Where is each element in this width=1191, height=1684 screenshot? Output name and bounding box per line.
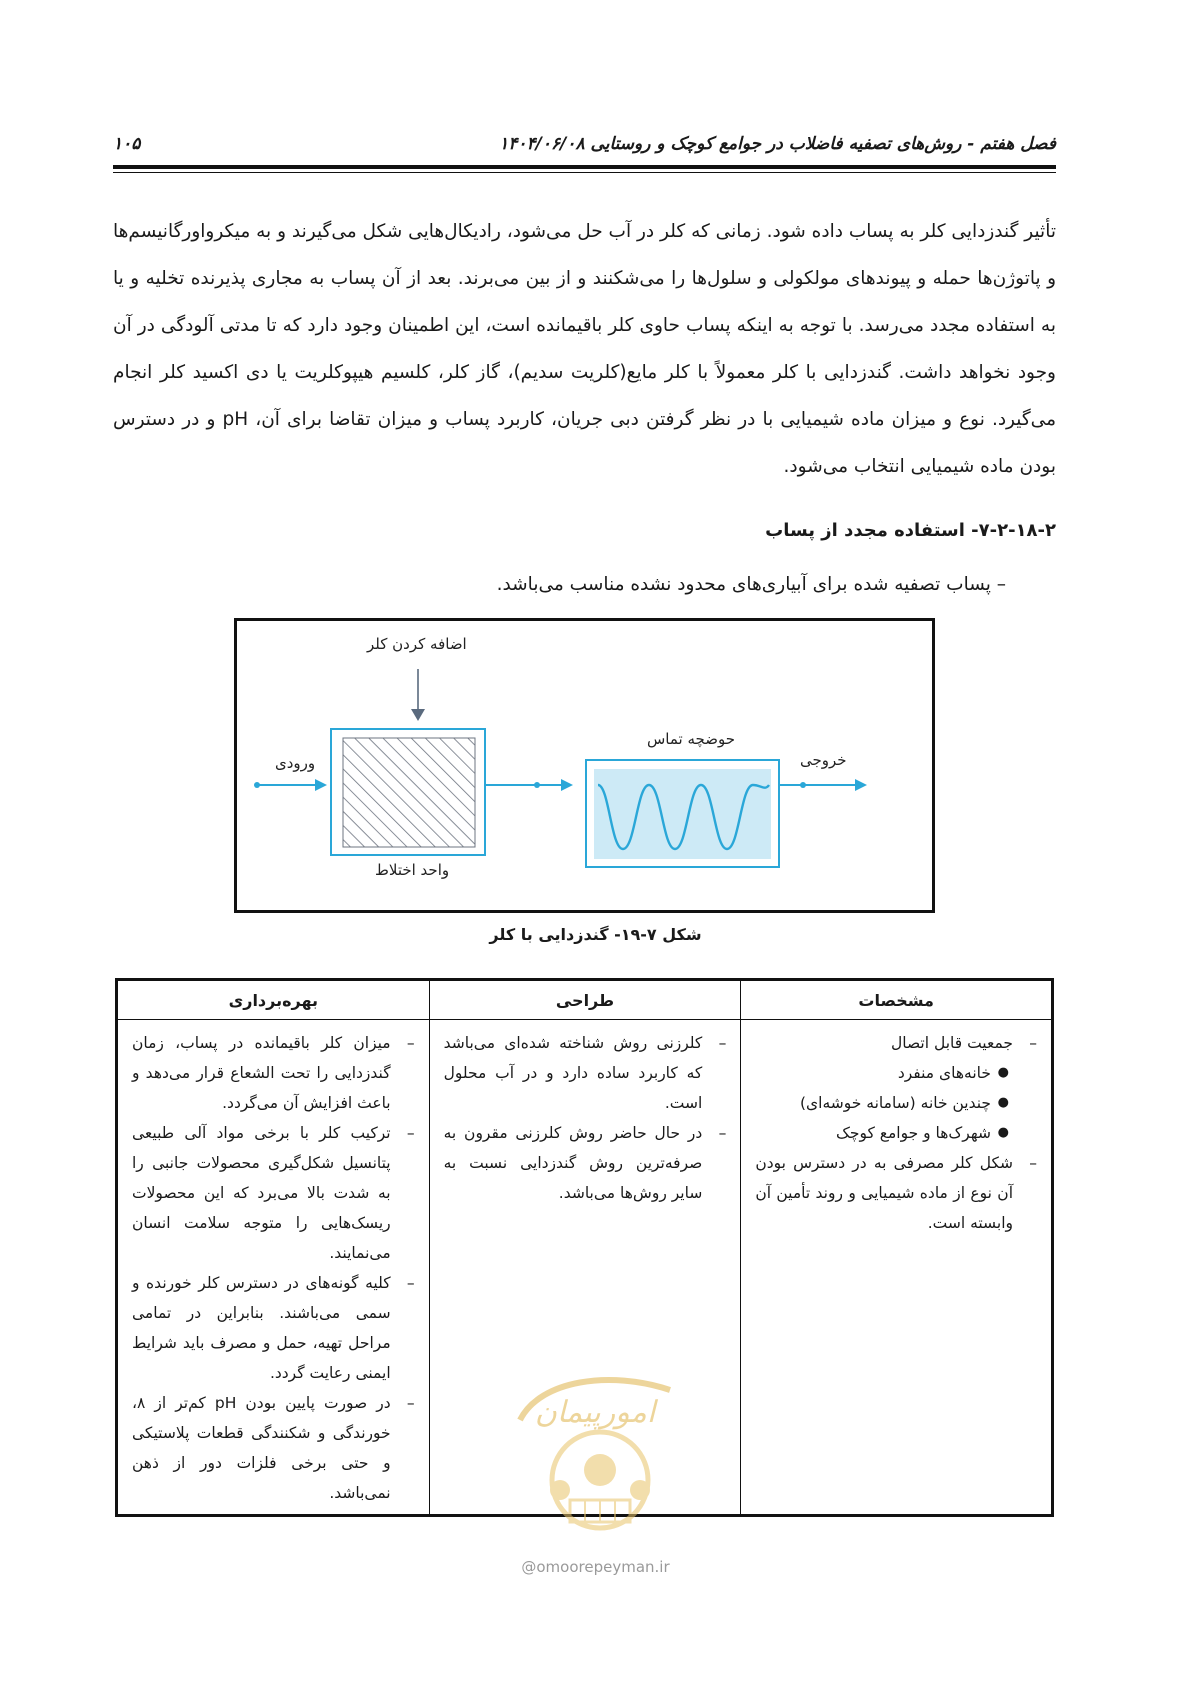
mixing-unit-hatch — [343, 738, 475, 847]
header-rule-thick — [113, 165, 1056, 169]
figure-frame — [234, 618, 935, 913]
svg-text:امورپیمان: امورپیمان — [534, 1395, 656, 1430]
page-number: ۱۰۵ — [113, 134, 141, 154]
chlorine-arrow-head — [411, 709, 425, 721]
watermark-logo — [500, 1360, 700, 1550]
body-paragraph: تأثیر گندزدایی کلر به پساب داده شود. زمانی که کلر در آب حل می‌شود، رادیکال‌هایی شکل می‌گیرند و به میکرواورگانیسم‌ها و پاتوژن‌ها حمله و پیوندهای مولکولی و سلول‌ها را می‌شکنند و از بین می‌برند. بعد از آن پساب به مجاری پذیرنده تخلیه و یا به استفاده مجدد می‌رسد. با توجه به اینکه پساب حاوی کلر باقیمانده است، این اطمینان وجود دارد که تا مدتی آلودگی در آن وجود نخواهد داشت. گندزدایی با کلر معمولاً با کلر مایع(کلریت سدیم)، گاز کلر، کلسیم هیپوکلریت یا دی اکسید کلر انجام می‌گیرد. نوع و میزان ماده شیمیایی با در نظر گرفتن دبی جریان، کاربرد پساب و میزان تقاضا برای آن، pH و در دسترس بودن ماده شیمیایی انتخاب می‌شود. — [113, 221, 1056, 477]
header-specs: مشخصات — [741, 980, 1053, 1020]
watermark-site: @omoorepeyman.ir — [521, 1558, 670, 1576]
sub-list-item: ● چندین خانه (سامانه خوشه‌ای) — [800, 1094, 1009, 1112]
list-item: – میزان کلر باقیمانده در پساب، زمان گندزدایی را تحت الشعاع قرار می‌دهد و باعث افزایش آن می‌گردد. — [132, 1034, 415, 1112]
bullet-item: – پساب تصفیه شده برای آبیاری‌های محدود نشده مناسب می‌باشد. — [496, 574, 1006, 595]
outlet-arrow-head — [855, 779, 867, 791]
label-contact-tank: حوضچه تماس — [647, 730, 735, 748]
label-outlet: خروجی — [800, 751, 847, 769]
list-item: – در حال حاضر روش کلرزنی مقرون به صرفه‌ترین روش گندزدایی نسبت به سایر روش‌ها می‌باشد. — [443, 1124, 727, 1202]
header-design: طراحی — [429, 980, 741, 1020]
list-item: – ترکیب کلر با برخی مواد آلی طبیعی پتانسیل شکل‌گیری محصولات جانبی را به شدت بالا می‌برد که این محصولات ریسک‌هایی را متوجه سلامت انسان می‌نمایند. — [132, 1124, 415, 1262]
specs-cell — [741, 1020, 1053, 1516]
inlet-arrow-head — [315, 779, 327, 791]
page-header — [113, 128, 1056, 168]
list-item: – جمعیت قابل اتصال — [890, 1034, 1037, 1052]
contact-tank-fill — [594, 769, 771, 859]
list-item: – شکل کلر مصرفی به در دسترس بودن آن نوع از ماده شیمیایی و روند تأمین آن وابسته است. — [755, 1154, 1037, 1232]
list-item: – کلرزنی روش شناخته شده‌ای می‌باشد که کاربرد ساده دارد و در آب محلول است. — [443, 1034, 727, 1112]
label-inlet: ورودی — [275, 754, 316, 772]
header-rule-thin — [113, 172, 1056, 173]
connector-dot — [534, 782, 540, 788]
figure-caption: شکل ۷-۱۹- گندزدایی با کلر — [489, 925, 702, 944]
label-chlorine: اضافه کردن کلر — [367, 635, 467, 653]
sub-list-item: ● شهرک‌ها و جوامع کوچک — [835, 1124, 1009, 1142]
outlet-dot — [800, 782, 806, 788]
operation-cell — [117, 1020, 430, 1516]
connector-arrow-head — [561, 779, 573, 791]
sub-list-item: ● خانه‌های منفرد — [897, 1064, 1009, 1082]
section-heading: ۷-۲-۱۸-۲- استفاده مجدد از پساب — [765, 520, 1056, 541]
inlet-dot — [254, 782, 260, 788]
header-operation: بهره‌برداری — [117, 980, 430, 1020]
list-item: – کلیه گونه‌های در دسترس کلر خورنده و سمی می‌باشند. بنابراین در تمامی مراحل تهیه، حمل و مصرف باید شرایط ایمنی رعایت گردد. — [132, 1274, 415, 1382]
label-mixing-unit: واحد اختلاط — [375, 861, 450, 879]
chapter-title: فصل هفتم - روش‌های تصفیه فاضلاب در جوامع کوچک و روستایی ۱۴۰۴/۰۶/۰۸ — [499, 134, 1056, 154]
list-item: – در صورت پایین بودن pH کم‌تر از ۸، خورندگی و شکنندگی قطعات پلاستیکی و حتی برخی فلزات دور از ذهن نمی‌باشد. — [132, 1394, 415, 1502]
